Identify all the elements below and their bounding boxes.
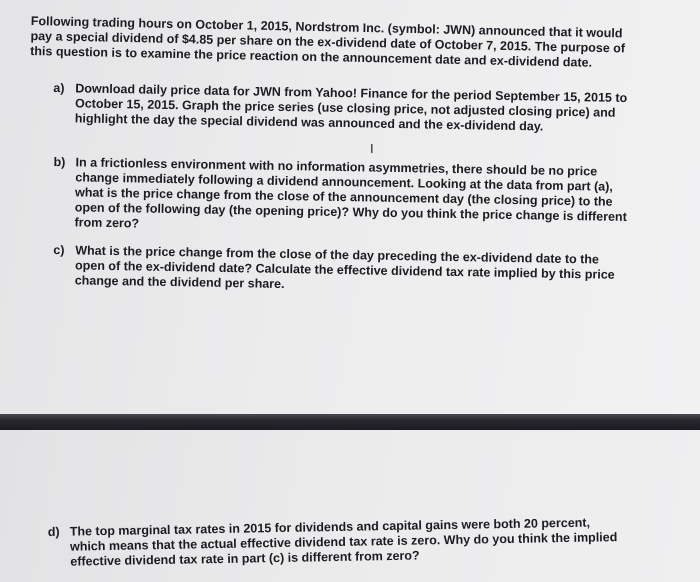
- question-d-label: d): [47, 524, 60, 540]
- question-c-label: c): [53, 242, 65, 258]
- text-cursor-icon: I: [370, 141, 374, 156]
- page-divider: [0, 414, 700, 430]
- question-b: [52, 155, 628, 240]
- question-a-text: Download daily price data for JWN from Yahoo! Finance for the period September 15, 2015 to October 15, 2015. Graph the price series (use closing price, not adjusted closing price) and highlight the day the special dividend was announced and the ex-dividend day.: [74, 81, 628, 134]
- intro-paragraph: Following trading hours on October 1, 2015, Nordstrom Inc. (symbol: JWN) announced that it would pay a special dividend of $4.85 per share on the ex-dividend date of October 7, 2015. The purpose of this question is to examine the price reaction on the announcement date and ex-dividend date.: [30, 14, 626, 70]
- question-d-text: The top marginal tax rates in 2015 for dividends and capital gains were both 20 percent, which means that the actual effective dividend tax rate is zero. Why do you think the implied effective dividend tax rate in part (c) is different from zero?: [69, 515, 618, 569]
- question-b-label: b): [53, 154, 66, 170]
- question-c-text: What is the price change from the close of the day preceding the ex-dividend date to the open of the ex-dividend date? Calculate the effective dividend tax rate implied by this price change and the dividend per share.: [74, 243, 615, 292]
- question-b-text: In a frictionless environment with no information asymmetries, there should be no price change immediately following a dividend announcement. Looking at the data from part (a), what is the price change from the close of the announcement day (the closing price) to the open of the following day (the opening price)? Why do you think the price change is different from zero?: [74, 155, 627, 231]
- question-a-label: a): [53, 80, 65, 96]
- question-a: [53, 81, 629, 136]
- question-c: [53, 243, 629, 298]
